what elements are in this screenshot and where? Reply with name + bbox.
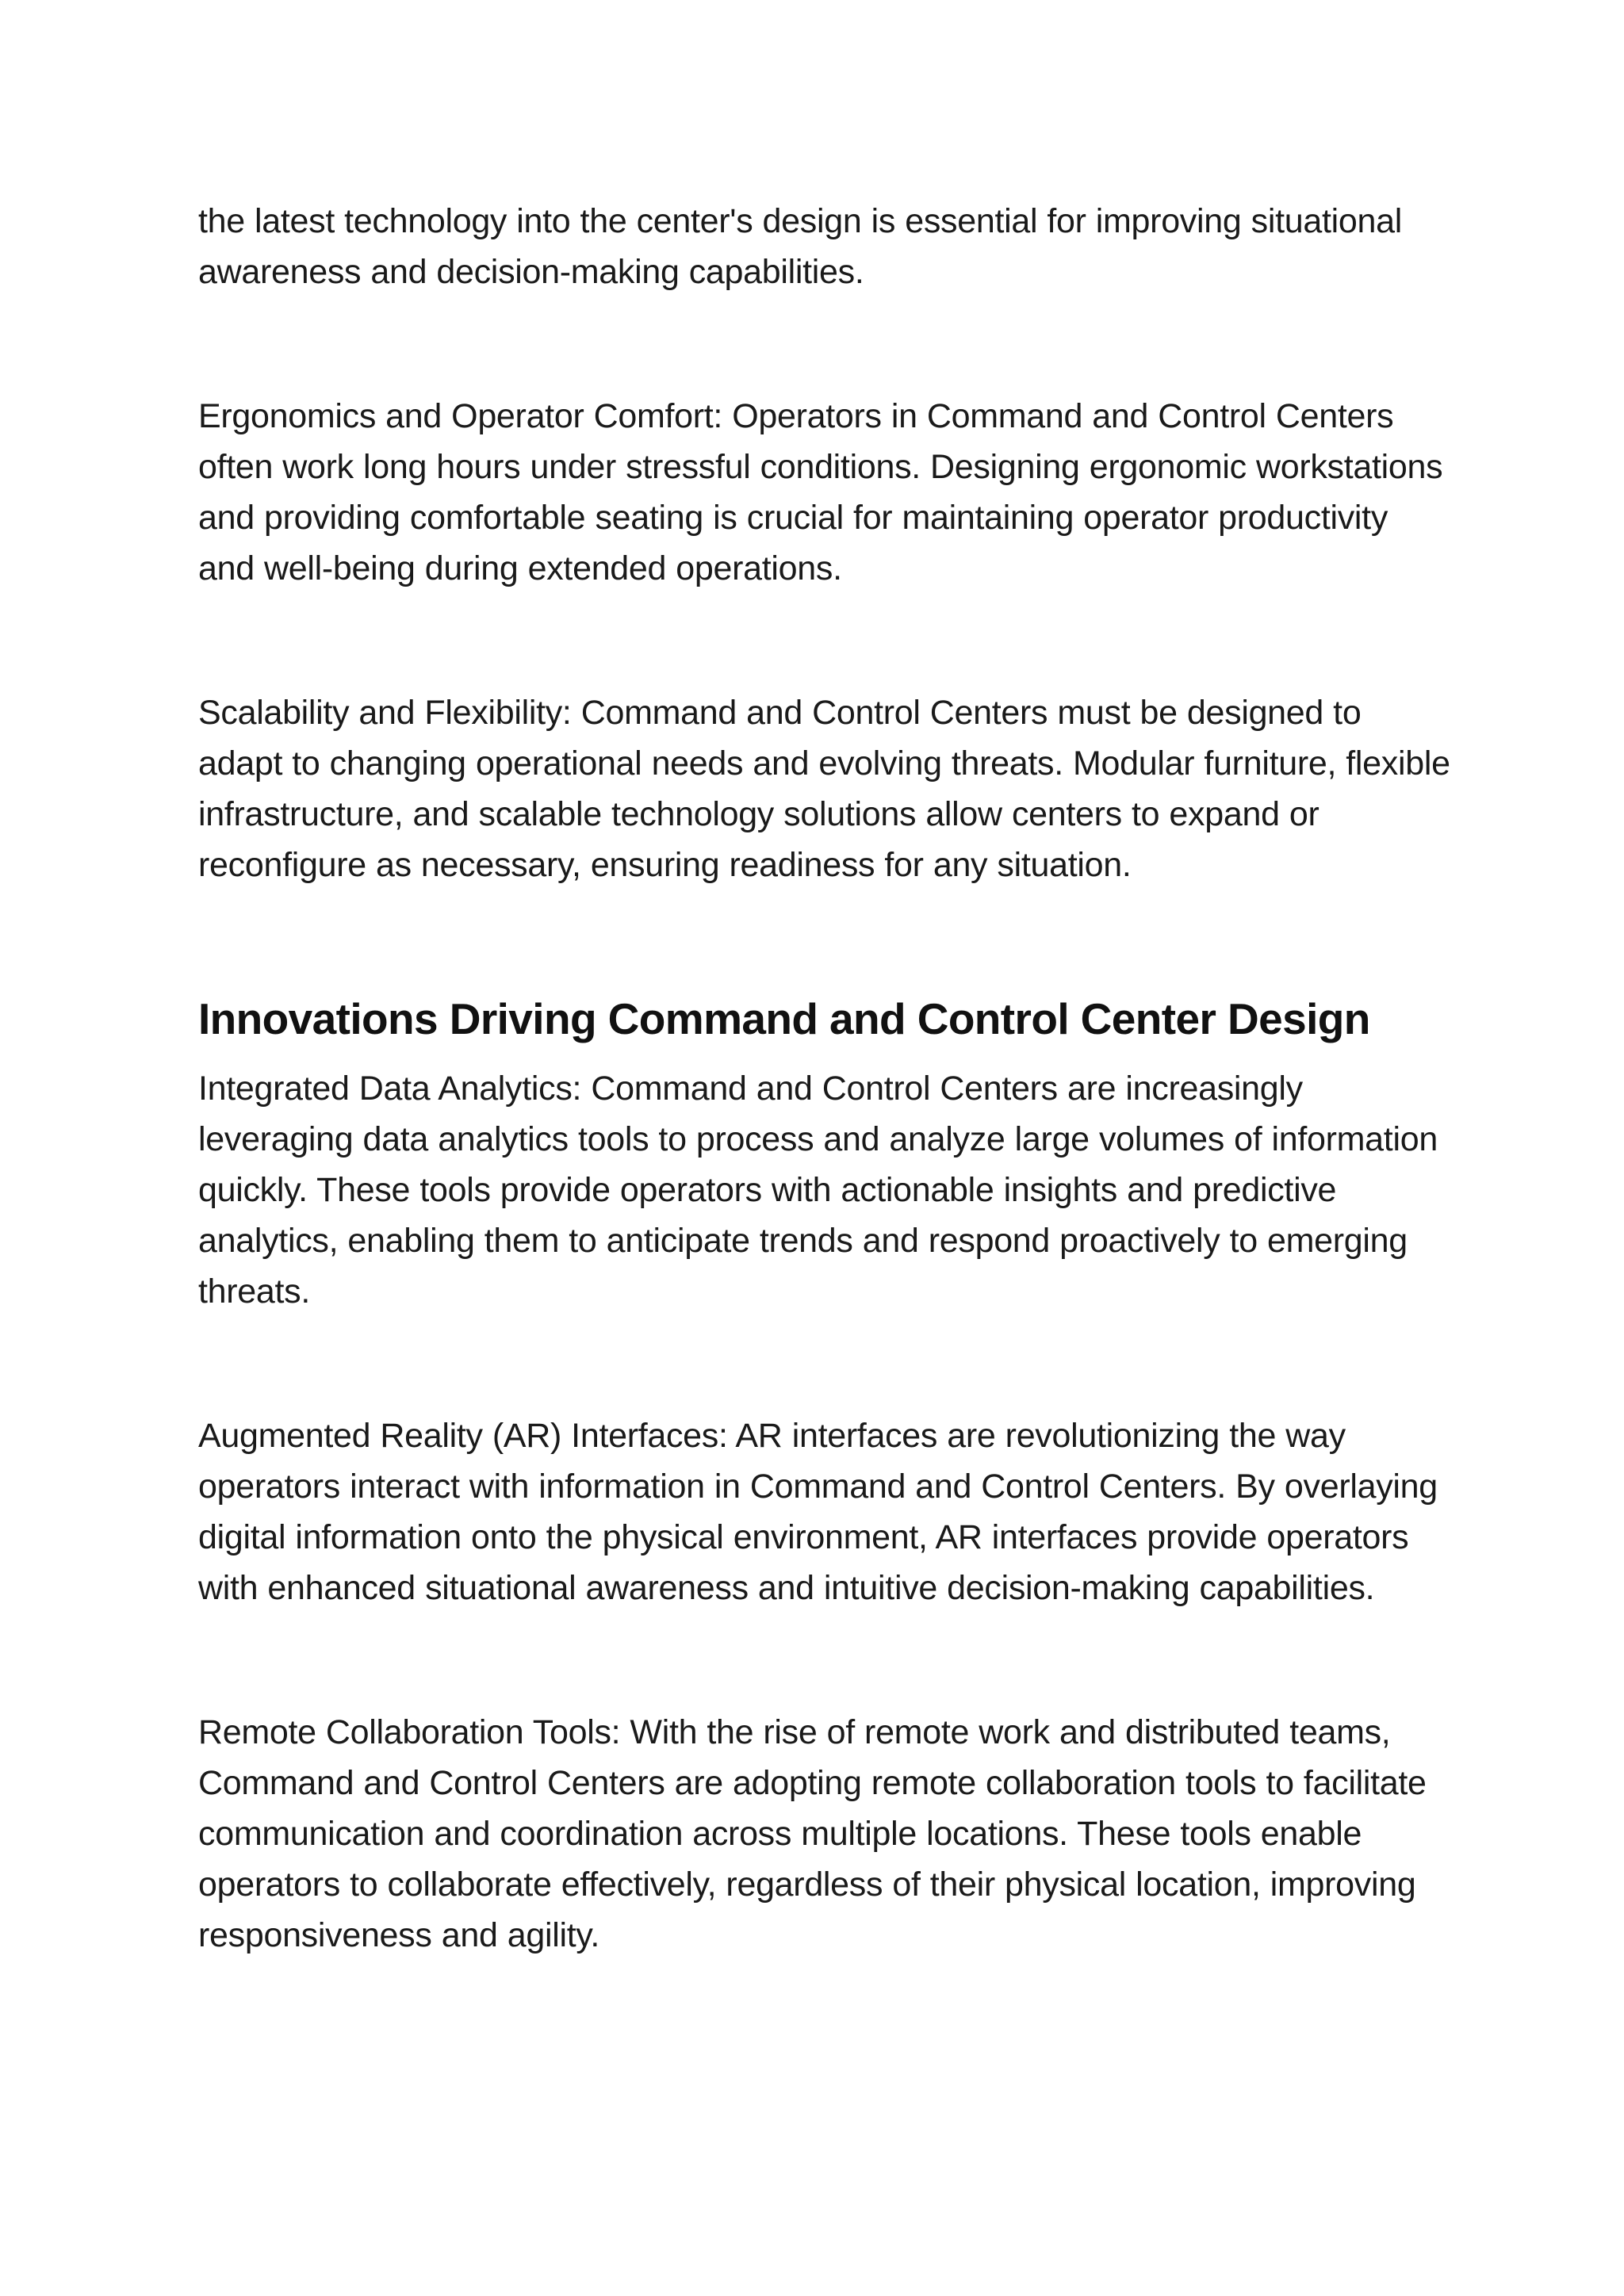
paragraph-remote-collaboration: Remote Collaboration Tools: With the rise of remote work and distributed teams, Command and Control Centers are adopting remote collaboration tools to facilitate communication and coordination across multiple locations. These tools enable operators to collaborate effectively, regardless of their physical location, improving responsiveness and agility. bbox=[198, 1713, 1427, 1954]
section-heading-innovations: Innovations Driving Command and Control Center Design bbox=[198, 994, 1370, 1043]
paragraph-ar-interfaces: Augmented Reality (AR) Interfaces: AR interfaces are revolutionizing the way operators interact with information in Command and Control Centers. By overlaying digital information onto the physical environment, AR interfaces provide operators with enhanced situational awareness and intuitive decision-making capabilities. bbox=[198, 1417, 1438, 1607]
paragraph-scalability: Scalability and Flexibility: Command and Control Centers must be designed to adapt to changing operational needs and evolving threats. Modular furniture, flexible infrastructure, and scalable technology solutions allow centers to expand or reconfigure as necessary, ensuring readiness for any situation. bbox=[198, 694, 1450, 884]
paragraph-data-analytics: Integrated Data Analytics: Command and Control Centers are increasingly leveraging data analytics tools to process and analyze large volumes of information quickly. These tools provide operators with actionable insights and predictive analytics, enabling them to anticipate trends and respond proactively to emerging threats. bbox=[198, 1070, 1438, 1311]
document-body bbox=[198, 196, 1451, 1961]
paragraph-ergonomics: Ergonomics and Operator Comfort: Operators in Command and Control Centers often work long hours under stressful conditions. Designing ergonomic workstations and providing comfortable seating is crucial for maintaining operator productivity and well-being during extended operations. bbox=[198, 397, 1443, 587]
paragraph-technology-continuation: the latest technology into the center's design is essential for improving situational awareness and decision-making capabilities. bbox=[198, 202, 1402, 291]
